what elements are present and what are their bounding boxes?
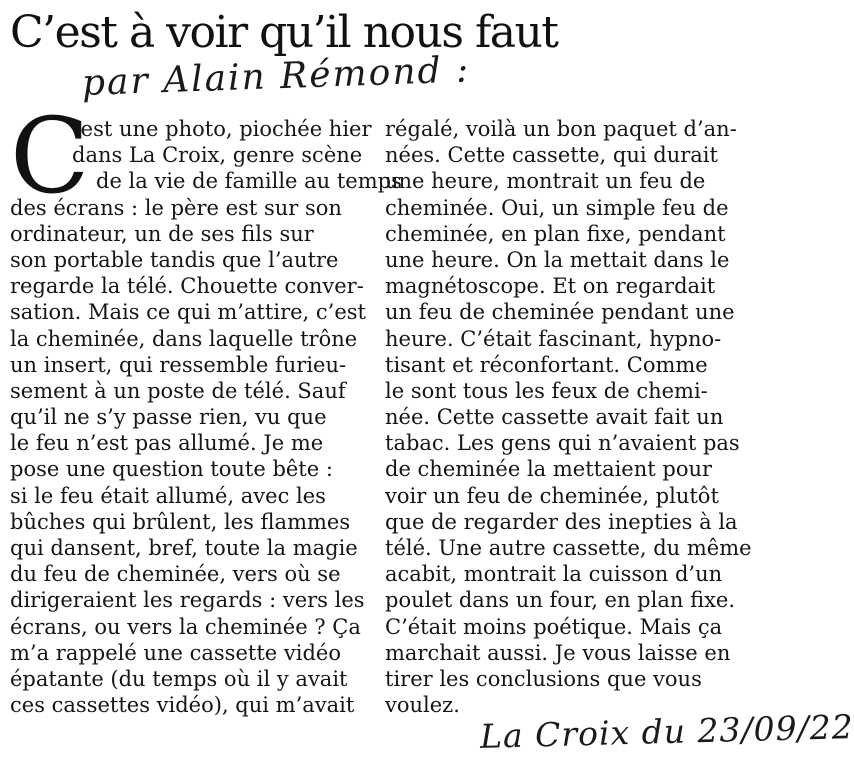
text-line: ’est une photo, piochée hier: [74, 117, 372, 141]
article-headline: C’est à voir qu’il nous faut: [10, 7, 558, 58]
text-line: magnétoscope. Et on regardait: [385, 274, 716, 299]
drop-cap: C: [10, 95, 90, 217]
text-line: télé. Une autre cassette, du même: [385, 536, 752, 560]
text-line: cheminée. Oui, un simple feu de: [385, 195, 729, 220]
text-line: le sont tous les feux de chemi-: [385, 378, 708, 403]
text-line: une heure, montrait un feu de: [385, 169, 706, 194]
text-line: acabit, montrait la cuisson d’un: [385, 562, 723, 587]
text-line: voir un feu de cheminée, plutôt: [385, 483, 719, 508]
text-line: épatante (du temps où il y avait: [10, 666, 348, 691]
text-line: marchait aussi. Je vous laisse en: [385, 640, 731, 665]
text-line: la cheminée, dans laquelle trône: [10, 326, 358, 351]
text-line: qu’il ne s’y passe rien, vu que: [10, 405, 327, 430]
text-line: sement à un poste de télé. Sauf: [10, 378, 346, 403]
text-line: regarde la télé. Chouette conver-: [10, 274, 364, 299]
text-line: dans La Croix, genre scène: [72, 143, 363, 168]
text-line: écrans, ou vers la cheminée ? Ça: [10, 614, 361, 639]
text-line: sation. Mais ce qui m’attire, c’est: [10, 300, 366, 325]
text-line: un insert, qui ressemble furieu-: [10, 352, 347, 377]
left-column: [10, 116, 402, 718]
text-line: de la vie de famille au temps: [96, 169, 402, 194]
handwritten-source-note: La Croix du 23/09/22: [479, 707, 854, 756]
text-line: qui dansent, bref, toute la magie: [10, 536, 358, 560]
text-line: née. Cette cassette avait fait un: [385, 405, 724, 430]
text-line: poulet dans un four, en plan fixe.: [385, 588, 736, 613]
text-line: de cheminée la mettaient pour: [385, 457, 713, 482]
text-line: que de regarder des inepties à la: [385, 509, 738, 534]
text-line: le feu n’est pas allumé. Je me: [10, 431, 324, 456]
text-line: une heure. On la mettait dans le: [385, 247, 730, 272]
text-line: nées. Cette cassette, qui durait: [385, 143, 718, 168]
text-line: voulez.: [385, 693, 460, 718]
text-line: des écrans : le père est sur son: [10, 195, 342, 220]
text-line: tirer les conclusions que vous: [385, 666, 702, 691]
text-line: pose une question toute bête :: [10, 457, 333, 482]
text-line: tisant et réconfortant. Comme: [385, 352, 708, 377]
text-line: C’était moins poétique. Mais ça: [385, 614, 723, 639]
text-line: tabac. Les gens qui n’avaient pas: [385, 431, 740, 456]
right-column: [385, 116, 785, 718]
text-line: m’a rappelé une cassette vidéo: [10, 640, 341, 665]
text-line: du feu de cheminée, vers où se: [10, 562, 341, 587]
text-line: son portable tandis que l’autre: [10, 247, 339, 272]
text-line: régalé, voilà un bon paquet d’an-: [385, 117, 737, 141]
text-line: bûches qui brûlent, les flammes: [10, 509, 351, 534]
text-line: ces cassettes vidéo), qui m’avait: [10, 693, 355, 718]
handwritten-byline: par Alain Rémond :: [81, 49, 471, 104]
text-line: dirigeraient les regards : vers les: [10, 588, 365, 613]
text-line: un feu de cheminée pendant une: [385, 300, 735, 325]
text-line: heure. C’était fascinant, hypno-: [385, 326, 722, 351]
text-line: si le feu était allumé, avec les: [10, 483, 326, 508]
text-line: ordinateur, un de ses fils sur: [10, 221, 314, 246]
text-line: cheminée, en plan fixe, pendant: [385, 221, 726, 246]
